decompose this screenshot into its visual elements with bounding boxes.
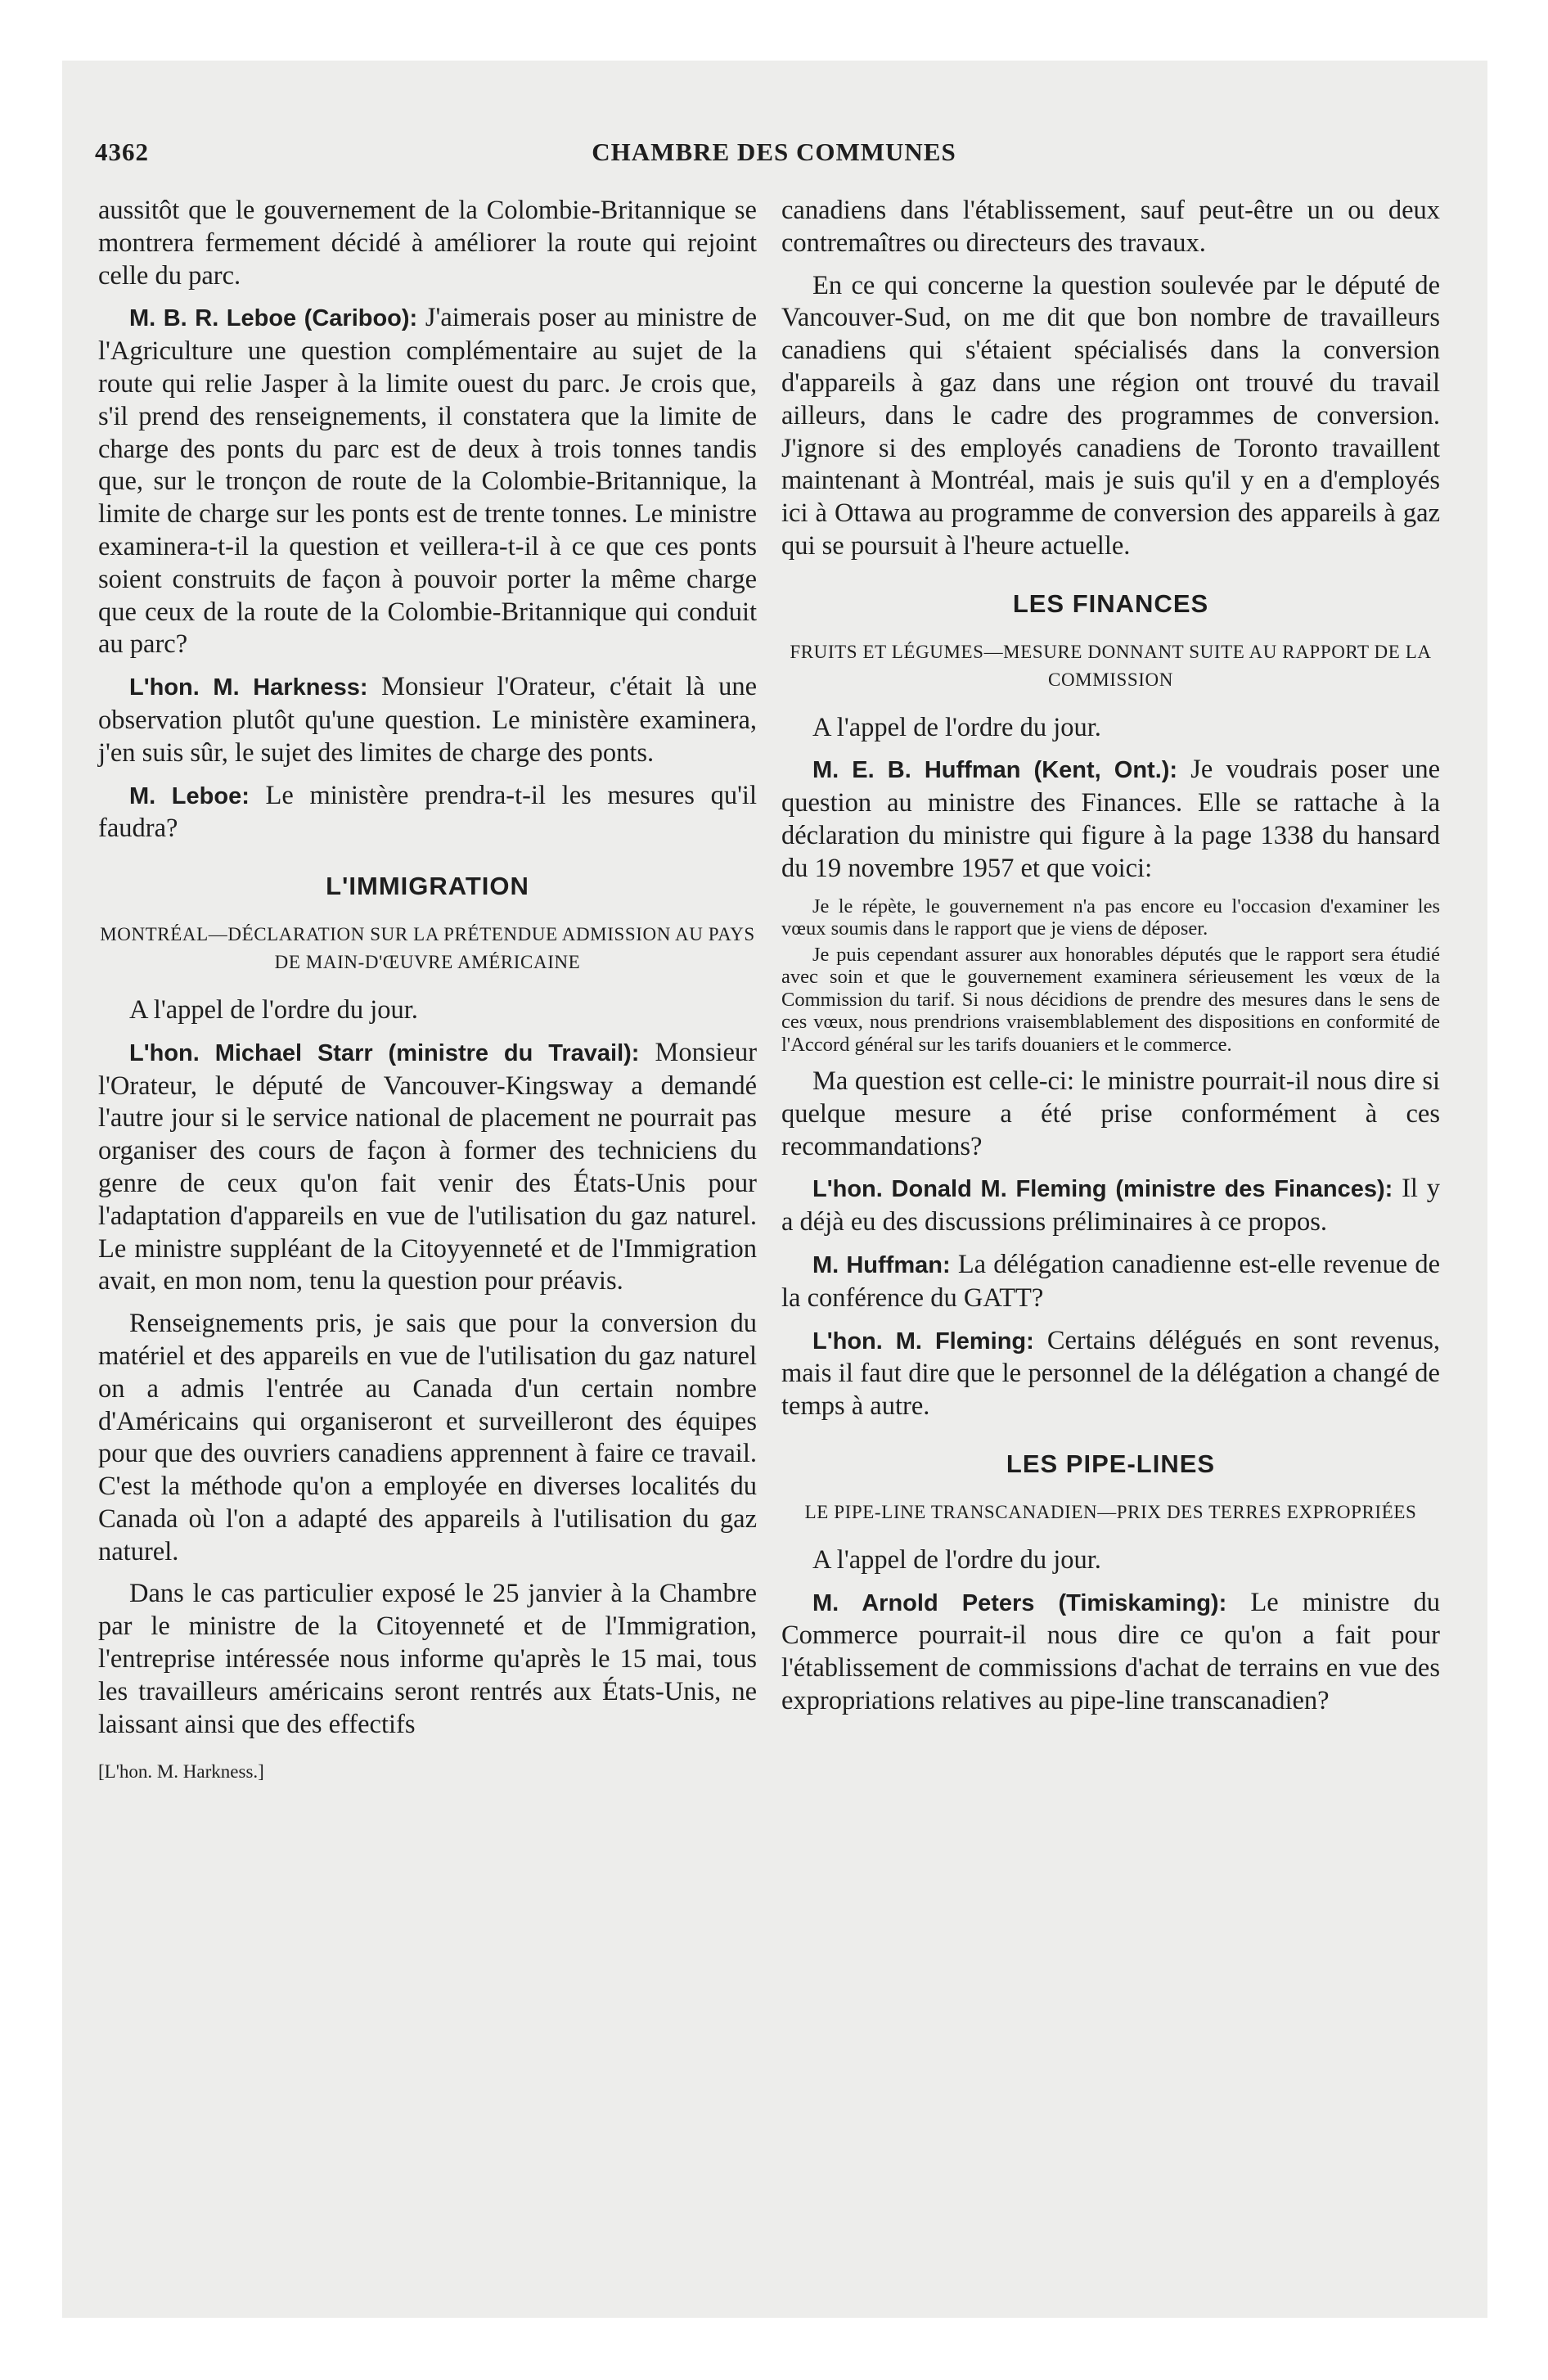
quoted-paragraph: Je puis cependant assurer aux honorables députés que le rapport sera étudié avec soin et que le gouvernement examinera sérieusement les vœux de la Commission du tarif. Si nous décidions de prendre des mesures dans le sens de ces vœux, nous prendrions vraisemblablement des dispositions en conformité de l'Accord général sur les tarifs douaniers et le commerce. xyxy=(781,943,1440,1056)
paragraph: En ce qui concerne la question soulevée par le député de Vancouver-Sud, on me dit que bon nombre de travailleurs canadiens qui s'étaient spécialisés dans la conversion d'appareils à gaz dans une région ont trouvé du travail ailleurs, dans le cadre des programmes de conversion. J'ignore si des employés canadiens de Toronto travaillent maintenant à Montréal, mais je suis qu'il y en a d'employés ici à Ottawa au programme de conversion des appareils à gaz qui se poursuit à l'heure actuelle. xyxy=(781,270,1440,561)
paragraph-text: Le ministère prendra-t-il les mesures qu'il faudra? xyxy=(98,780,757,844)
paragraph: Dans le cas particulier exposé le 25 janvier à la Chambre par le ministre de la Citoyenneté et de l'Immigration, l'entreprise intéressée nous informe qu'après le 15 mai, tous les travailleurs américains seront rentrés aux États-Unis, ne laissant ainsi que des effectifs xyxy=(98,1579,757,1739)
running-title: CHAMBRE DES COMMUNES xyxy=(592,137,956,166)
paragraph xyxy=(98,1037,757,1298)
speaker-name: L'hon. M. Harkness: xyxy=(129,674,368,701)
section-title: LES FINANCES xyxy=(1012,588,1209,618)
section-title: L'IMMIGRATION xyxy=(326,872,529,901)
paragraph: Ma question est celle-ci: le ministre pourrait-il nous dire si quelque mesure a été prise conformément à ces recommandations? xyxy=(781,1066,1440,1161)
paragraph-text: J'aimerais poser au ministre de l'Agriculture une question complémentaire au sujet de la route qui relie Jasper à la limite ouest du parc. Je crois que, s'il prend des renseignements, il constatera que la limite de charge des ponts du parc est de deux à trois tonnes tandis que, sur le tronçon de route de la Colombie-Britannique, la limite de charge sur les ponts est de trente tonnes. Le ministre examinera-t-il la question et veillera-t-il à ce que ces ponts soient construits de façon à pouvoir porter la même charge que ceux de la route de la Colombie-Britannique qui conduit au parc? xyxy=(98,303,757,660)
paragraph-text: Monsieur l'Orateur, c'était là une observation plutôt qu'une question. Le ministère examinera, j'en suis sûr, le sujet des limites de charge des ponts. xyxy=(98,672,757,768)
paragraph xyxy=(781,1325,1440,1423)
page-number: 4362 xyxy=(95,137,149,166)
section-subtitle: LE PIPE-LINE TRANSCANADIEN—PRIX DES TERRES EXPROPRIÉES xyxy=(804,1501,1417,1522)
paragraph: A l'appel de l'ordre du jour. xyxy=(129,994,418,1025)
paragraph xyxy=(781,1587,1440,1718)
section-subtitle: FRUITS ET LÉGUMES—MESURE DONNANT SUITE AU RAPPORT DE LA COMMISSION xyxy=(790,641,1432,690)
paragraph-text: Le ministre du Commerce pourrait-il nous dire ce qu'on a fait pour l'établissement de commissions d'achat de terrains en vue des expropriations relatives au pipe-line transcanadien? xyxy=(781,1587,1440,1715)
speaker-name: L'hon. Michael Starr (ministre du Travail): xyxy=(129,1039,640,1066)
paragraph xyxy=(781,1249,1440,1315)
paragraph xyxy=(781,1173,1440,1239)
section-title: LES PIPE-LINES xyxy=(1006,1449,1216,1479)
paragraph: Renseignements pris, je sais que pour la conversion du matériel et des appareils en vue de l'utilisation du gaz naturel on a admis l'entrée au Canada d'un certain nombre d'Américains qui organiseront et surveilleront des équipes pour que des ouvriers canadiens apprennent à faire ce travail. C'est la méthode qu'on a employée en diverses localités du Canada où l'on a adapté des appareils à l'utilisation du gaz naturel. xyxy=(98,1309,757,1566)
footer-note: [L'hon. M. Harkness.] xyxy=(98,1761,264,1783)
speaker-name: M. Huffman: xyxy=(812,1252,951,1279)
left-column xyxy=(98,195,757,1788)
section-subtitle: MONTRÉAL—DÉCLARATION SUR LA PRÉTENDUE ADMISSION AU PAYS DE MAIN-D'ŒUVRE AMÉRICAINE xyxy=(100,923,755,972)
speaker-name: L'hon. M. Fleming: xyxy=(812,1327,1034,1355)
paragraph-text: La délégation canadienne est-elle revenue de la conférence du GATT? xyxy=(781,1250,1441,1313)
paragraph-text: Il y a déjà eu des discussions préliminaires à ce propos. xyxy=(781,1174,1441,1237)
paragraph-text: Certains délégués en sont revenus, mais il faut dire que le personnel de la délégation a changé de temps à autre. xyxy=(781,1325,1440,1422)
speaker-name: M. E. B. Huffman (Kent, Ont.): xyxy=(812,757,1178,784)
paragraph xyxy=(98,671,757,769)
speaker-name: L'hon. Donald M. Fleming (ministre des Finances): xyxy=(812,1176,1393,1203)
paragraph: A l'appel de l'ordre du jour. xyxy=(812,1544,1101,1575)
paragraph xyxy=(98,780,757,846)
paragraph: aussitôt que le gouvernement de la Colombie-Britannique se montrera fermement décidé à améliorer la route qui rejoint celle du parc. xyxy=(98,196,757,291)
paragraph-text: Monsieur l'Orateur, le député de Vancouver-Kingsway a demandé l'autre jour si le service national de placement ne pourrait pas organiser des cours de façon à former des techniciens du genre de ceux qu'on fait venir des États-Unis pour l'adaptation d'appareils en vue de l'utilisation du gaz naturel. Le ministre suppléant de la Citoyyenneté et de l'Immigration avait, en mon nom, tenu la question pour préavis. xyxy=(98,1037,758,1296)
right-column xyxy=(781,195,1440,1728)
speaker-name: M. B. R. Leboe (Cariboo): xyxy=(129,305,418,332)
paragraph xyxy=(98,302,757,661)
speaker-name: M. Arnold Peters (Timiskaming): xyxy=(812,1589,1227,1616)
quotation-block xyxy=(781,895,1440,1057)
paragraph: canadiens dans l'établissement, sauf peut-être un ou deux contremaîtres ou directeurs des travaux. xyxy=(781,196,1440,258)
paragraph: A l'appel de l'ordre du jour. xyxy=(812,712,1101,742)
paragraph xyxy=(781,754,1440,885)
speaker-name: M. Leboe: xyxy=(129,782,250,809)
paragraph-text: Je voudrais poser une question au ministre des Finances. Elle se rattache à la déclaration du ministre qui figure à la page 1338 du hansard du 19 novembre 1957 et que voici: xyxy=(781,755,1440,883)
quoted-paragraph: Je le répète, le gouvernement n'a pas encore eu l'occasion d'examiner les vœux soumis dans le rapport que je viens de déposer. xyxy=(781,895,1440,940)
